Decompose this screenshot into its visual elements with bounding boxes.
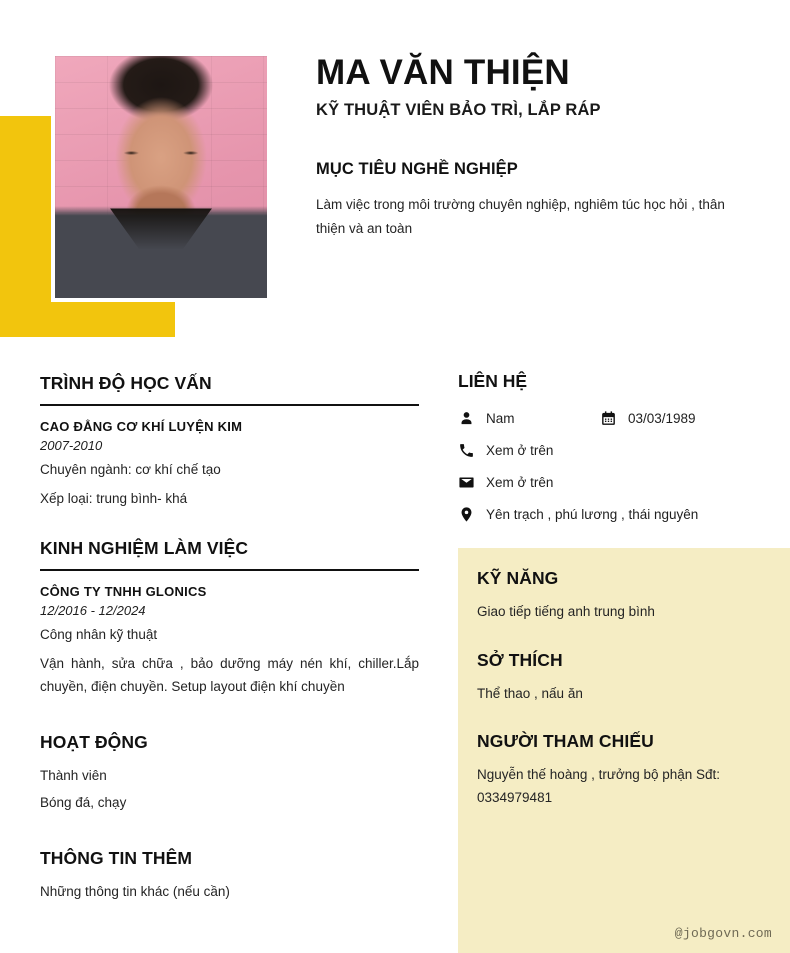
contact-gender-value: Nam [486, 410, 515, 426]
page-title: MA VĂN THIỆN [316, 53, 570, 92]
interests-text: Thể thao , nấu ăn [477, 685, 583, 701]
experience-description: Vận hành, sửa chữa , bảo dưỡng máy nén khí, chiller.Lắp chuyền, điện chuyền. Setup layout điện khí chuyền [40, 656, 419, 695]
references-text: Nguyễn thế hoàng , trưởng bộ phận Sđt: 0334979481 [477, 767, 721, 806]
contact-phone-value: Xem ở trên [486, 442, 554, 458]
person-icon [458, 410, 475, 427]
skills-text: Giao tiếp tiếng anh trung bình [477, 604, 655, 619]
watermark: @jobgovn.com [674, 926, 772, 941]
education-grade: Xếp loại: trung bình- khá [40, 490, 188, 506]
activities-heading: HOẠT ĐỘNG [40, 732, 148, 753]
contact-address-value: Yên trạch , phú lương , thái nguyên [486, 506, 699, 522]
experience-role: Công nhân kỹ thuật [40, 627, 158, 643]
contact-gender [458, 410, 600, 429]
calendar-icon [600, 410, 617, 427]
skills-heading: KỸ NĂNG [477, 568, 559, 588]
left-column [40, 373, 419, 903]
experience-company: CÔNG TY TNHH GLONICS [40, 584, 207, 600]
contact-row [458, 403, 758, 435]
objective-text: Làm việc trong môi trường chuyên nghiệp, nghiêm túc học hỏi , thân thiện và an toàn [316, 197, 725, 236]
contact-phone [458, 442, 553, 461]
job-title: KỸ THUẬT VIÊN BẢO TRÌ, LẮP RÁP [316, 101, 601, 120]
contact-email [458, 474, 553, 493]
education-major: Chuyên ngành: cơ khí chế tạo [40, 462, 221, 477]
contact-birthdate [600, 410, 696, 429]
experience-dates: 12/2016 - 12/2024 [40, 603, 146, 619]
skills-panel-content [477, 568, 773, 810]
decorative-yellow-horizontal-bar [0, 309, 175, 337]
contact-row [458, 435, 758, 467]
activities-line-1: Thành viên [40, 768, 107, 784]
education-school: CAO ĐẲNG CƠ KHÍ LUYỆN KIM [40, 419, 243, 434]
phone-icon [458, 442, 475, 459]
references-heading: NGƯỜI THAM CHIẾU [477, 731, 654, 752]
additional-line-1: Những thông tin khác (nếu cần) [40, 884, 230, 900]
education-dates: 2007-2010 [40, 438, 103, 453]
contact-email-value: Xem ở trên [486, 474, 554, 490]
contact-list [458, 403, 758, 531]
location-icon [458, 506, 475, 523]
contact-heading: LIÊN HỆ [458, 371, 528, 391]
additional-heading: THÔNG TIN THÊM [40, 848, 193, 869]
interests-heading: SỞ THÍCH [477, 649, 563, 670]
contact-row [458, 467, 758, 499]
profile-photo-image [55, 56, 267, 298]
education-heading: TRÌNH ĐỘ HỌC VẤN [40, 373, 419, 406]
contact-row [458, 499, 758, 531]
objective-heading: MỤC TIÊU NGHỀ NGHIỆP [316, 160, 518, 179]
header-block [316, 52, 756, 240]
activities-line-2: Bóng đá, chạy [40, 795, 127, 811]
profile-photo [51, 52, 271, 302]
mail-icon [458, 474, 475, 491]
experience-heading: KINH NGHIỆM LÀM VIỆC [40, 538, 419, 571]
education-entry [40, 419, 419, 510]
contact-address [458, 506, 698, 525]
contact-section [458, 371, 758, 531]
experience-entry [40, 584, 419, 698]
contact-birthdate-value: 03/03/1989 [628, 410, 696, 426]
